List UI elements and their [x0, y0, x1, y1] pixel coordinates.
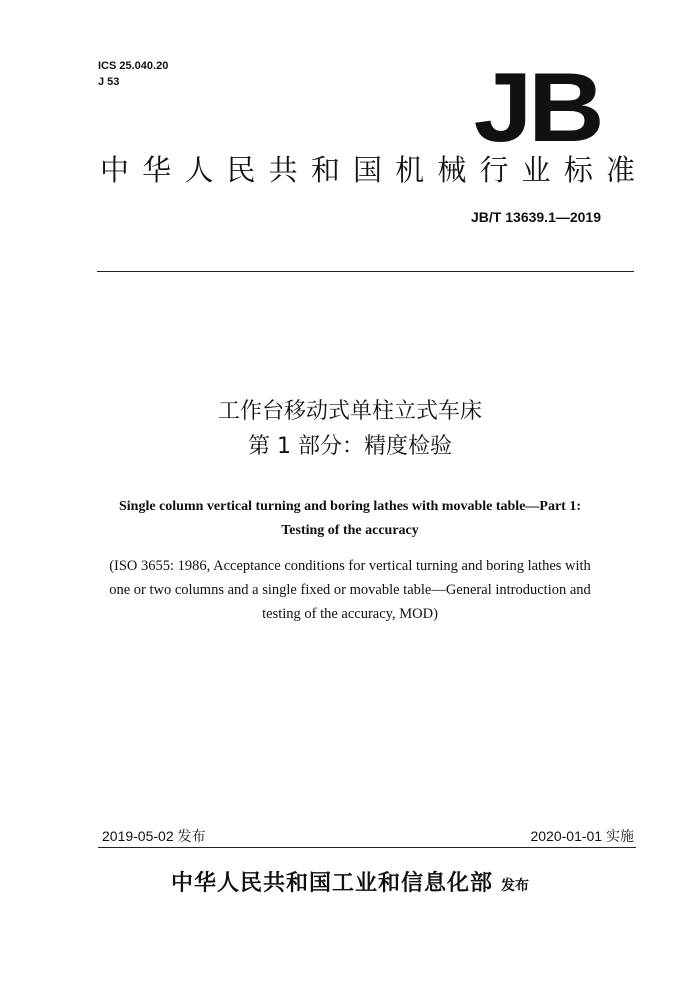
- chinese-title-line-2: 第 1 部分：精度检验: [248, 434, 452, 459]
- iso-reference-line-2: one or two columns and a single fixed or movable table—General introduction and: [109, 582, 591, 598]
- chinese-title-line-1: 工作台移动式单柱立式车床: [217, 399, 482, 424]
- header-divider: [97, 271, 634, 272]
- publish-date: 2019-05-02 发布: [102, 828, 206, 844]
- english-title-line-1: Single column vertical turning and boring lathes with movable table—Part 1:: [119, 499, 581, 514]
- standard-code: JB/T 13639.1—2019: [471, 209, 601, 225]
- implement-date: 2020-01-01 实施: [530, 828, 634, 844]
- classification-code: J 53: [98, 76, 120, 88]
- issuer-suffix: 发布: [501, 878, 529, 894]
- english-title: [60, 495, 640, 543]
- ics-block: [98, 58, 168, 90]
- ics-code: ICS 25.040.20: [98, 60, 169, 72]
- issuer: [0, 866, 700, 897]
- english-title-line-2: Testing of the accuracy: [281, 523, 419, 538]
- iso-reference: [70, 554, 630, 626]
- jb-logo: JB: [473, 52, 600, 162]
- iso-reference-line-1: (ISO 3655: 1986, Acceptance conditions for vertical turning and boring lathes with: [109, 558, 591, 574]
- standard-title: 中华人民共和国机械行业标准: [100, 153, 635, 187]
- footer-divider: [98, 847, 636, 848]
- chinese-title: [0, 394, 700, 464]
- iso-reference-line-3: testing of the accuracy, MOD): [262, 606, 438, 622]
- issuer-name: 中华人民共和国工业和信息化部: [170, 871, 493, 896]
